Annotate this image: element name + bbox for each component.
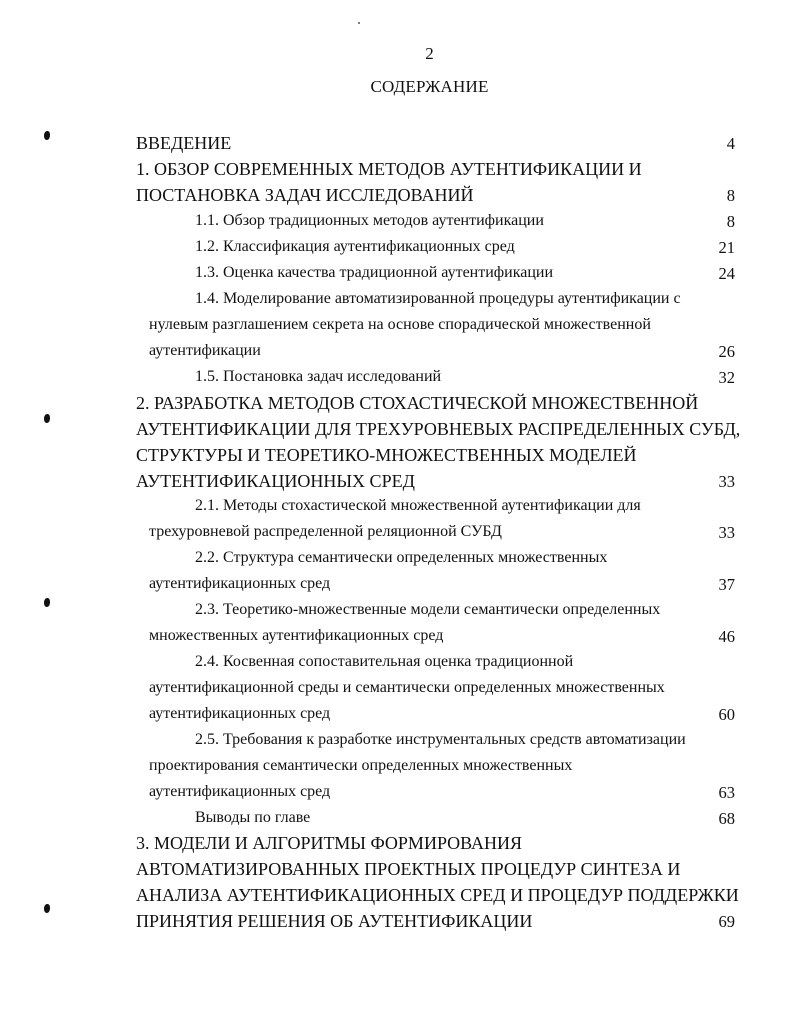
toc-entry-page: 60: [718, 705, 735, 724]
toc-entry-page: 26: [718, 342, 735, 361]
toc-entry-text: 1.1. Обзор традиционных методов аутентификации: [195, 212, 544, 229]
toc-entry-text: ПОСТАНОВКА ЗАДАЧ ИССЛЕДОВАНИЙ: [136, 185, 474, 205]
toc-entry-text: АНАЛИЗА АУТЕНТИФИКАЦИОННЫХ СРЕД И ПРОЦЕДУР ПОДДЕРЖКИ: [136, 885, 739, 905]
toc-entry-text: аутентификационных сред: [149, 575, 331, 592]
toc-entry-page: 68: [718, 809, 735, 828]
toc-entry-text: трехуровневой распределенной реляционной СУБД: [149, 523, 502, 540]
toc-entry-page: 33: [718, 472, 735, 491]
toc-entry-page: 21: [718, 238, 735, 257]
toc-entry-text: 1.5. Постановка задач исследований: [195, 368, 442, 385]
page-title: СОДЕРЖАНИЕ: [370, 77, 489, 96]
toc-entry-text: 2.4. Косвенная сопоставительная оценка традиционной: [195, 653, 574, 670]
toc-entry-text: 1.3. Оценка качества традиционной аутентификации: [195, 264, 554, 281]
binding-hole-mark: [44, 414, 50, 423]
toc-entry-text: аутентификационных сред: [149, 783, 331, 800]
toc-entry-text: 2.2. Структура семантически определенных множественных: [195, 549, 608, 566]
toc-entry-page: 8: [726, 212, 735, 231]
toc-entry-text: аутентификационных сред: [149, 705, 331, 722]
toc-entry-text: 2.1. Методы стохастической множественной аутентификации для: [195, 497, 641, 514]
binding-hole-mark: [44, 131, 50, 140]
toc-entry-page: 4: [726, 134, 735, 153]
toc-entry-page: 69: [718, 912, 735, 931]
toc-entry-text: СТРУКТУРЫ И ТЕОРЕТИКО-МНОЖЕСТВЕННЫХ МОДЕЛЕЙ: [136, 445, 637, 465]
binding-hole-mark: [44, 904, 50, 913]
toc-entry-text: аутентификационной среды и семантически определенных множественных: [149, 679, 665, 696]
toc-entry-text: Выводы по главе: [195, 809, 311, 826]
toc-entry-text: 2.5. Требования к разработке инструментальных средств автоматизации: [195, 731, 686, 748]
page-number: 2: [425, 44, 434, 63]
toc-entry-page: 46: [718, 627, 735, 646]
toc-entry-page: 63: [718, 783, 735, 802]
toc-entry-text: 1.2. Классификация аутентификационных сред: [195, 238, 515, 255]
scan-speck: [358, 22, 360, 24]
toc-entry-text: 3. МОДЕЛИ И АЛГОРИТМЫ ФОРМИРОВАНИЯ: [136, 833, 523, 853]
toc-entry-text: нулевым разглашением секрета на основе спорадической множественной: [149, 316, 651, 333]
binding-hole-mark: [44, 598, 50, 607]
toc-entry-text: АВТОМАТИЗИРОВАННЫХ ПРОЕКТНЫХ ПРОЦЕДУР СИНТЕЗА И: [136, 859, 681, 879]
toc-entry-page: 33: [718, 523, 735, 542]
toc-entry-text: АУТЕНТИФИКАЦИИ ДЛЯ ТРЕХУРОВНЕВЫХ РАСПРЕДЕЛЕННЫХ СУБД,: [136, 419, 741, 439]
toc-entry-text: аутентификации: [149, 342, 261, 359]
toc-entry-text: АУТЕНТИФИКАЦИОННЫХ СРЕД: [136, 471, 415, 491]
toc-entry-text: 2. РАЗРАБОТКА МЕТОДОВ СТОХАСТИЧЕСКОЙ МНОЖЕСТВЕННОЙ: [136, 393, 699, 413]
toc-entry-text: ПРИНЯТИЯ РЕШЕНИЯ ОБ АУТЕНТИФИКАЦИИ: [136, 911, 533, 931]
toc-entry-page: 8: [726, 186, 735, 205]
toc-entry-page: 32: [718, 368, 735, 387]
toc-entry-text: проектирования семантически определенных множественных: [149, 757, 573, 774]
toc-entry-page: 37: [718, 575, 735, 594]
toc-entry-text: множественных аутентификационных сред: [149, 627, 444, 644]
toc-entry-text: 2.3. Теоретико-множественные модели семантически определенных: [195, 601, 661, 618]
toc-entry-page: 24: [718, 264, 735, 283]
toc-entry-text: 1. ОБЗОР СОВРЕМЕННЫХ МЕТОДОВ АУТЕНТИФИКАЦИИ И: [136, 159, 642, 179]
toc-entry-text: ВВЕДЕНИЕ: [136, 133, 232, 153]
toc-entry-text: 1.4. Моделирование автоматизированной процедуры аутентификации с: [195, 290, 681, 307]
